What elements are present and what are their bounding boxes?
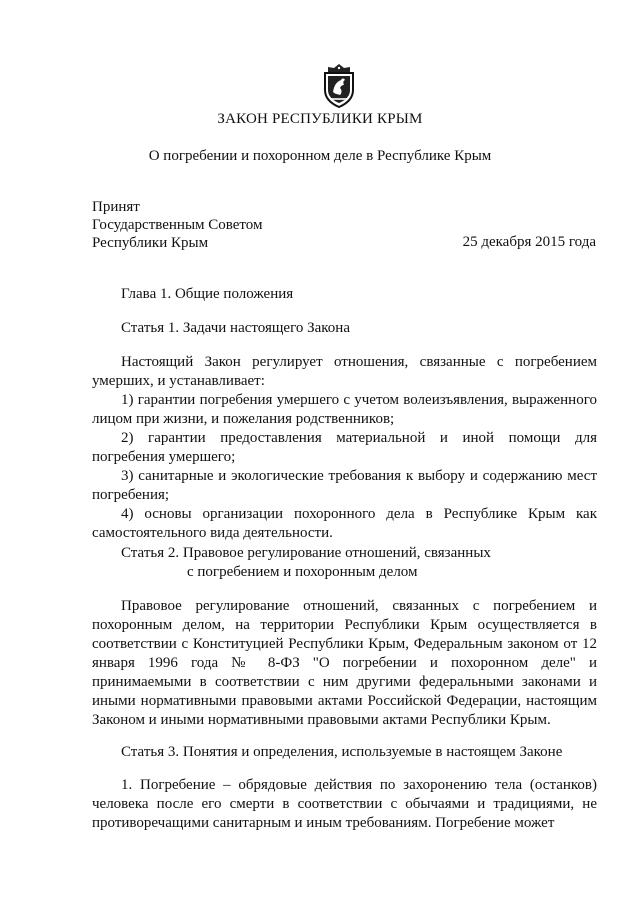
adoption-block xyxy=(92,198,263,252)
article-3-heading: Статья 3. Понятия и определения, используемые в настоящем Законе xyxy=(121,744,563,760)
list-item: 1) гарантии погребения умершего с учетом волеизъявления, выраженного лицом при жизни, и пожелания родственников; xyxy=(92,392,597,427)
paragraph: 1. Погребение – обрядовые действия по захоронению тела (останков) человека после его смерти в соответствии с обычаями и традициями, не противоречащими санитарным и иным требованиям. Погребение может xyxy=(92,777,597,831)
adoption-line: Принят xyxy=(92,199,140,215)
paragraph: Правовое регулирование отношений, связанных с погребением и похоронным делом, на территории Республики Крым осуществляется в соответствии с Конституцией Республики Крым, Федеральным законом от 12 января 1996 года № 8-ФЗ "О погребении и похоронном деле" и принимаемыми в соответствии с ним другими федеральными законами и иными нормативными правовыми актами Российской Федерации, настоящим Законом и иными нормативными правовыми актами Республики Крым. xyxy=(92,598,597,728)
adoption-date: 25 декабря 2015 года xyxy=(462,234,596,250)
adoption-line: Государственным Советом xyxy=(92,217,263,233)
article-2-body xyxy=(92,597,597,730)
chapter-heading: Глава 1. Общие положения xyxy=(121,286,294,302)
law-subtitle: О погребении и похоронном деле в Республике Крым xyxy=(148,148,492,164)
adoption-line: Республики Крым xyxy=(92,235,209,251)
list-item: 3) санитарные и экологические требования к выбору и содержанию мест погребения; xyxy=(92,468,597,503)
article-3-body xyxy=(92,776,597,833)
article-1-body xyxy=(92,353,597,543)
paragraph: Настоящий Закон регулирует отношения, связанные с погребением умерших, и устанавливает: xyxy=(92,354,597,389)
crimea-coat-of-arms-icon xyxy=(320,62,358,108)
article-1-heading: Статья 1. Задачи настоящего Закона xyxy=(121,320,350,336)
list-item: 2) гарантии предоставления материальной и иной помощи для погребения умершего; xyxy=(92,430,597,465)
article-2-heading-line2: с погребением и похоронным делом xyxy=(187,564,418,580)
law-title: ЗАКОН РЕСПУБЛИКИ КРЫМ xyxy=(217,111,423,127)
article-2-heading: Статья 2. Правовое регулирование отношений, связанных xyxy=(121,545,491,561)
list-item: 4) основы организации похоронного дела в Республике Крым как самостоятельного вида деятельности. xyxy=(92,506,597,541)
